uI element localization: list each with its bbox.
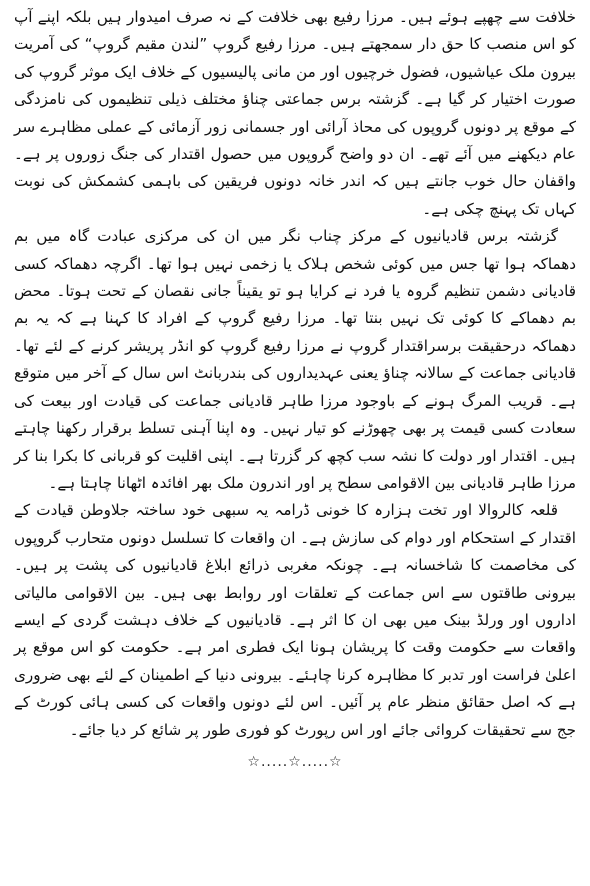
paragraph-3: قلعہ کالروالا اور تخت ہزارہ کا خونی ڈرامہ یہ سبھی خود ساختہ جلاوطن قیادت کے اقتدار کے استحکام اور دوام کی سازش ہے۔ ان واقعات کا تسلسل دونوں متحارب گروپوں کی مخاصمت کا شاخسانہ ہے۔ چونکہ مغربی ذرائع ابلاغ قادیانیوں کی پشت پر ہیں۔ بیرونی طاقتوں سے اس جماعت کے تعلقات اور روابط بھی ہیں۔ بین الاقوامی مالیاتی اداروں اور ورلڈ بینک میں بھی ان کا اثر ہے۔ قادیانیوں کے خلاف دہشت گردی کے ایسے واقعات سے حکومت وقت کا پریشان ہونا ایک فطری امر ہے۔ حکومت کو اس موقع پر اعلیٰ فراست اور تدبر کا مظاہرہ کرنا چاہئے۔ بیرونی دنیا کے اطمینان کے لئے بھی ضروری ہے کہ اصل حقائق منظر عام پر آئیں۔ اس لئے دونوں واقعات کی کسی ہائی کورٹ کے جج سے تحقیقات کروائی جائے اور اس رپورٹ کو فوری طور پر شائع کر دیا جائے۔: [14, 501, 576, 739]
paragraph-1: خلافت سے چھپے ہوئے ہیں۔ مرزا رفیع بھی خلافت کے نہ صرف امیدوار ہیں بلکہ اپنے آپ کو اس منصب کا حق دار سمجھتے ہیں۔ مرزا رفیع گروپ ”لندن مقیم گروپ“ کی آمریت بیرون ملک عیاشیوں، فضول خرچیوں اور من مانی پالیسیوں کے خلاف ایک موثر گروپ کی صورت اختیار کر گیا ہے۔ گزشتہ برس جماعتی چناؤ مختلف ذیلی تنظیموں کی نامزدگی کے موقع پر دونوں گروپوں کی محاذ آرائی اور جسمانی زور آزمائی کے عملی مظاہرے سر عام دیکھنے میں آئے تھے۔ ان دو واضح گروپوں میں حصول اقتدار کی جنگ زوروں پر ہے۔ واقفان حال خوب جانتے ہیں کہ اندر خانہ دونوں فریقین کی باہمی کشمکش کی نوبت کہاں تک پہنچ چکی ہے۔: [14, 8, 576, 218]
section-divider: ☆.....☆.....☆: [247, 753, 343, 770]
paragraph-2: گزشتہ برس قادیانیوں کے مرکز چناب نگر میں ان کی مرکزی عبادت گاہ میں بم دھماکہ ہوا تھا جس میں کوئی شخص ہلاک یا زخمی نہیں ہوا تھا۔ اگرچہ دھماکہ کسی قادیانی دشمن تنظیم گروہ یا فرد نے کرایا ہو تو یقیناً جانی نقصان کے تحت ہوتا۔ محض بم دھماکے کا کوئی تک نہیں بنتا تھا۔ مرزا رفیع گروپ کے افراد کا کہنا ہے کہ یہ بم دھماکہ درحقیقت برسراقتدار گروپ نے مرزا رفیع گروپ کو انڈر پریشر کرنے کے لئے تھا۔ قادیانی جماعت کے سالانہ چناؤ یعنی عہدیداروں کی بندربانٹ اس سال کے آخر میں متوقع ہے۔ قریب المرگ ہونے کے باوجود مرزا طاہر قادیانی جماعت کی قیادت اور بیعت کی سعادت کسی قیمت پر بھی چھوڑنے کو تیار نہیں۔ وہ اپنا آہنی تسلط برقرار رکھنا چاہتے ہیں۔ اقتدار اور دولت کا نشہ سب کچھ کر گزرتا ہے۔ اپنی اقلیت کو قربانی کا بکرا بنا کر مرزا طاہر قادیانی بین الاقوامی سطح پر اور اندرون ملک بھر افائدہ اٹھانا چاہتا ہے۔: [14, 227, 576, 492]
